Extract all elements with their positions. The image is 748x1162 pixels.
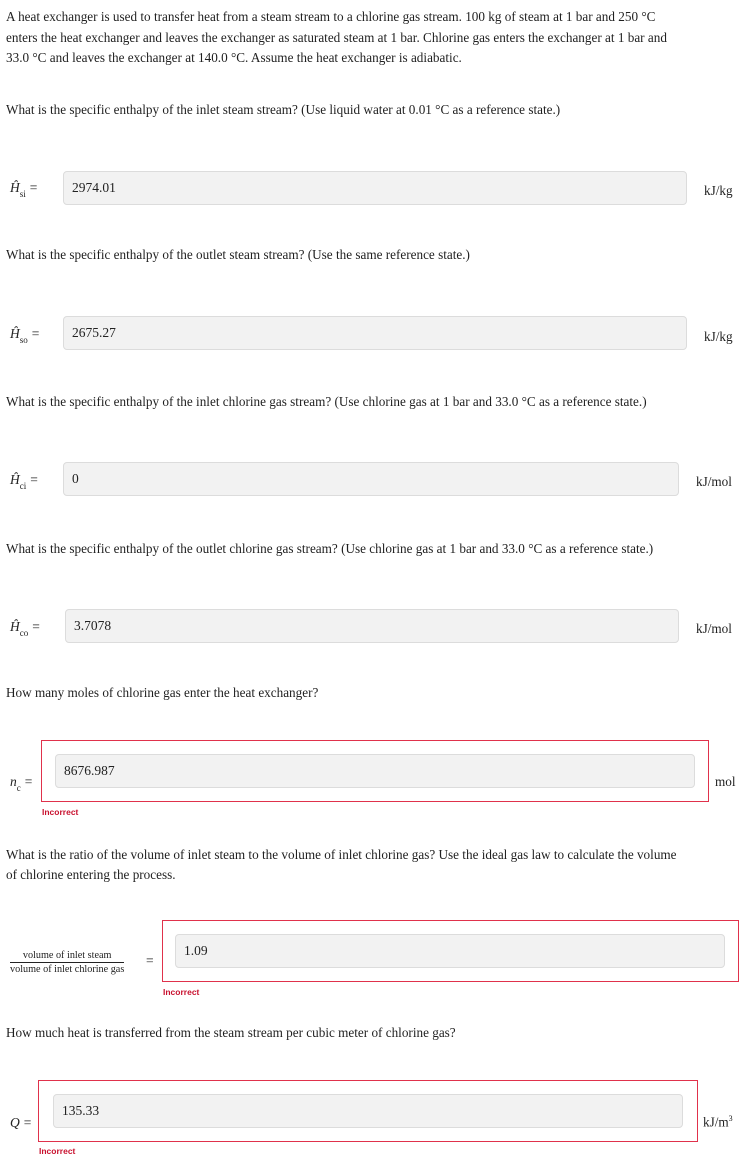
q-input[interactable]: 135.33: [53, 1094, 683, 1128]
unit-h-so: kJ/kg: [704, 329, 733, 344]
fraction-denominator: volume of inlet chlorine gas: [10, 964, 125, 975]
q-feedback: Incorrect: [39, 1146, 76, 1156]
question-2-text: What is the specific enthalpy of the outlet steam stream? (Use the same reference state.): [6, 247, 470, 262]
question-1-text: What is the specific enthalpy of the inlet steam stream? (Use liquid water at 0.01 °C as a reference state.): [6, 102, 561, 117]
question-7-text: How much heat is transferred from the steam stream per cubic meter of chlorine gas?: [6, 1025, 456, 1040]
label-q: Q =: [10, 1115, 32, 1130]
unit-q: $kJ/m^3$: [703, 1114, 733, 1130]
label-h-co: $Ĥ_{co}$ =: [10, 619, 40, 638]
unit-h-ci: kJ/mol: [696, 474, 732, 489]
fraction-numerator: volume of inlet steam: [10, 950, 124, 963]
h-co-input[interactable]: 3.7078: [65, 609, 679, 643]
problem-line-1: A heat exchanger is used to transfer heat from a steam stream to a chlorine gas stream. 100 kg of steam at 1 bar and 250 °C: [6, 9, 656, 24]
volume-ratio-fraction: [10, 950, 124, 975]
question-6-text: [6, 845, 742, 885]
unit-h-si: kJ/kg: [704, 183, 733, 198]
label-h-so: $Ĥ_{so}$ =: [10, 326, 40, 345]
question-4-text: What is the specific enthalpy of the outlet chlorine gas stream? (Use chlorine gas at 1 bar and 33.0 °C as a reference state.): [6, 541, 654, 556]
question-6-line-1: What is the ratio of the volume of inlet steam to the volume of inlet chlorine gas? Use the ideal gas law to calculate the volume: [6, 847, 677, 862]
label-n-c: $n_c$ =: [10, 774, 33, 793]
h-si-input[interactable]: 2974.01: [63, 171, 687, 205]
question-6-line-2: of chlorine entering the process.: [6, 867, 176, 882]
question-5-text: How many moles of chlorine gas enter the heat exchanger?: [6, 685, 319, 700]
ratio-equals: =: [146, 953, 154, 968]
n-c-input[interactable]: 8676.987: [55, 754, 695, 788]
ratio-input[interactable]: 1.09: [175, 934, 725, 968]
h-so-input[interactable]: 2675.27: [63, 316, 687, 350]
unit-h-co: kJ/mol: [696, 621, 732, 636]
question-3-text: What is the specific enthalpy of the inlet chlorine gas stream? (Use chlorine gas at 1 bar and 33.0 °C as a reference state.): [6, 394, 647, 409]
h-ci-input[interactable]: 0: [63, 462, 679, 496]
ratio-feedback: Incorrect: [163, 987, 200, 997]
problem-line-2: enters the heat exchanger and leaves the exchanger as saturated steam at 1 bar. Chlorine gas enters the exchanger at 1 bar and: [6, 29, 667, 45]
problem-statement: [6, 7, 736, 69]
problem-line-3: 33.0 °C and leaves the exchanger at 140.0 °C. Assume the heat exchanger is adiabatic.: [6, 50, 462, 65]
label-h-ci: $Ĥ_{ci}$ =: [10, 472, 38, 491]
unit-n-c: mol: [715, 774, 736, 789]
n-c-feedback: Incorrect: [42, 807, 79, 817]
label-h-si: $Ĥ_{si}$ =: [10, 180, 38, 199]
